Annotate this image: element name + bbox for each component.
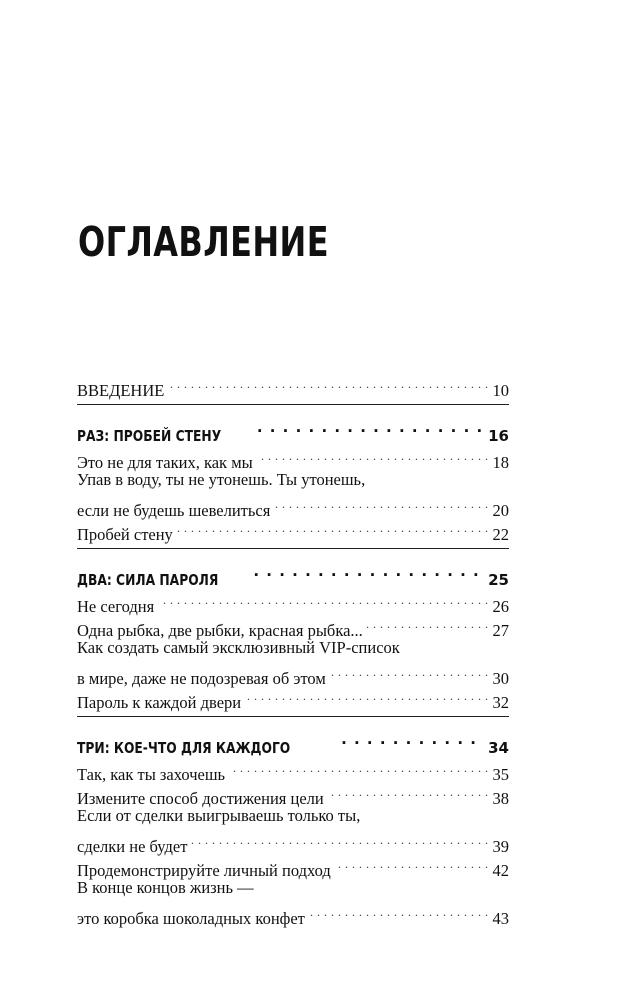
leader-dots xyxy=(177,516,489,540)
leader-dots xyxy=(191,828,488,852)
leader-dots xyxy=(341,725,484,753)
section-divider xyxy=(77,404,509,405)
toc-entry-label: если не будешь шевелиться xyxy=(77,501,271,520)
section-divider xyxy=(77,716,509,717)
toc-entry-page-number: 42 xyxy=(492,861,509,880)
leader-dots xyxy=(367,612,489,636)
leader-dots xyxy=(274,492,488,516)
toc-intro[interactable] xyxy=(77,372,509,400)
leader-dots xyxy=(309,900,489,924)
leader-dots xyxy=(229,756,488,780)
toc-intro-label: ВВЕДЕНИЕ xyxy=(77,381,165,400)
leader-dots xyxy=(257,413,484,441)
leader-dots xyxy=(168,372,488,396)
leader-dots xyxy=(335,852,489,876)
section-divider xyxy=(77,548,509,549)
toc-entry[interactable] xyxy=(77,660,509,688)
toc-entry-label: это коробка шоколадных конфет xyxy=(77,909,305,928)
toc-entry-label: Пробей стену xyxy=(77,525,173,544)
chapters-list xyxy=(77,404,509,928)
toc-entry-label: Продемонстрируйте личный подход xyxy=(77,861,331,880)
chapter-title: ДВА: СИЛА ПАРОЛЯ xyxy=(77,571,219,589)
toc-entry-page-number: 38 xyxy=(492,789,509,808)
leader-dots xyxy=(253,557,484,585)
toc-entry-label: в мире, даже не подозревая об этом xyxy=(77,669,326,688)
toc-entry-page-number: 32 xyxy=(492,693,509,712)
toc-entry-label: сделки не будет xyxy=(77,837,188,856)
toc-entry-page-number: 35 xyxy=(492,765,509,784)
chapter-page-number: 16 xyxy=(488,427,509,445)
leader-dots xyxy=(158,588,488,612)
chapter-title: РАЗ: ПРОБЕЙ СТЕНУ xyxy=(77,427,222,445)
toc-chapter-heading[interactable] xyxy=(77,413,509,445)
toc-entry-page-number: 22 xyxy=(492,525,509,544)
leader-dots xyxy=(257,444,489,468)
toc-entry-page-number: 39 xyxy=(492,837,509,856)
toc-chapter-heading[interactable] xyxy=(77,557,509,589)
toc-entry[interactable] xyxy=(77,492,509,520)
toc-entry-line[interactable]: В конце концов жизнь — xyxy=(77,878,254,897)
toc-entry-page-number: 30 xyxy=(492,669,509,688)
toc-entry[interactable] xyxy=(77,828,509,856)
page-title: ОГЛАВЛЕНИЕ xyxy=(78,218,329,266)
toc-entry-page-number: 18 xyxy=(492,453,509,472)
toc-entry-label: Измените способ достижения цели xyxy=(77,789,324,808)
toc-entry-label: Так, как ты захочешь xyxy=(77,765,226,784)
toc-entry-page-number: 43 xyxy=(492,909,509,928)
toc-entry-label: Пароль к каждой двери xyxy=(77,693,242,712)
toc-entry[interactable] xyxy=(77,900,509,928)
toc-entry-page-number: 20 xyxy=(492,501,509,520)
toc-intro-page: 10 xyxy=(492,381,509,400)
chapter-page-number: 25 xyxy=(488,571,509,589)
leader-dots xyxy=(328,780,489,804)
toc-entry-line[interactable]: Упав в воду, ты не утонешь. Ты утонешь, xyxy=(77,470,366,489)
toc-entry-label: Это не для таких, как мы xyxy=(77,453,253,472)
toc-entry-page-number: 27 xyxy=(492,621,509,640)
leader-dots xyxy=(245,684,488,708)
chapter-page-number: 34 xyxy=(488,739,509,757)
toc-entry-label: Одна рыбка, две рыбки, красная рыбка... xyxy=(77,621,363,640)
toc-chapter-heading[interactable] xyxy=(77,725,509,757)
toc-entry-label: Не сегодня xyxy=(77,597,155,616)
toc-entry-line[interactable]: Как создать самый эксклюзивный VIP-список xyxy=(77,638,400,657)
table-of-contents xyxy=(77,372,509,928)
leader-dots xyxy=(330,660,489,684)
toc-entry-page-number: 26 xyxy=(492,597,509,616)
toc-entry-line[interactable]: Если от сделки выигрываешь только ты, xyxy=(77,806,361,825)
chapter-title: ТРИ: КОЕ-ЧТО ДЛЯ КАЖДОГО xyxy=(77,739,291,757)
